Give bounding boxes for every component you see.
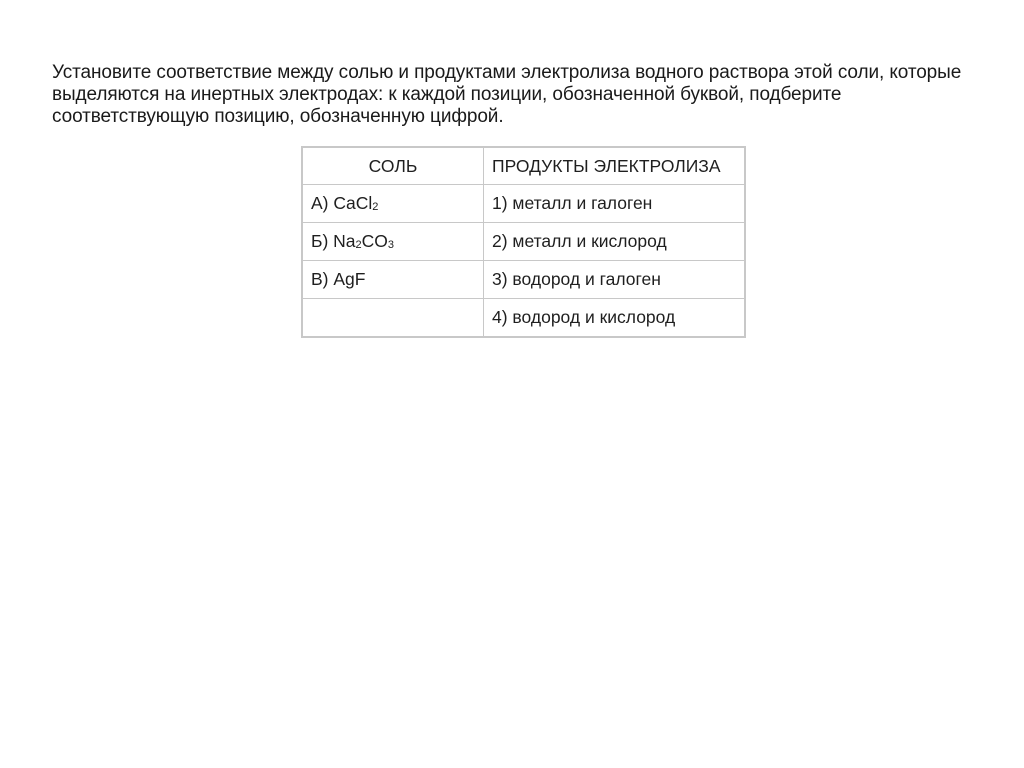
salt-b-subscript: 2 xyxy=(355,239,362,251)
salt-c-label: В) AgF xyxy=(311,269,366,289)
salt-a-subscript: 2 xyxy=(372,201,379,213)
header-salt: СОЛЬ xyxy=(302,147,484,185)
product-cell-2: 2) металл и кислород xyxy=(484,223,746,261)
header-products: ПРОДУКТЫ ЭЛЕКТРОЛИЗА xyxy=(484,147,746,185)
salt-a-label: А) CaCl xyxy=(311,193,373,213)
product-cell-1: 1) металл и галоген xyxy=(484,185,746,223)
table-header-row xyxy=(302,147,745,185)
table-row xyxy=(302,261,745,299)
salt-cell-empty xyxy=(302,299,484,338)
salt-cell-b xyxy=(302,223,484,261)
salt-b-subscript-2: 3 xyxy=(387,239,395,251)
salt-b-label: Б) Na xyxy=(311,231,356,251)
product-cell-4: 4) водород и кислород xyxy=(484,299,746,338)
salt-cell-a xyxy=(302,185,484,223)
table-row xyxy=(302,185,745,223)
matching-table xyxy=(301,146,746,338)
table-row xyxy=(302,299,745,338)
product-cell-3: 3) водород и галоген xyxy=(484,261,746,299)
question-text: Установите соответствие между солью и продуктами электролиза водного раствора этой соли, которые выделяются на инертных электродах: к каждой позиции, обозначенной буквой, подберите соответствующую позицию, обозначенную цифрой. xyxy=(52,62,962,127)
salt-b-tail: CO xyxy=(361,231,388,251)
salt-cell-c xyxy=(302,261,484,299)
table-row xyxy=(302,223,745,261)
